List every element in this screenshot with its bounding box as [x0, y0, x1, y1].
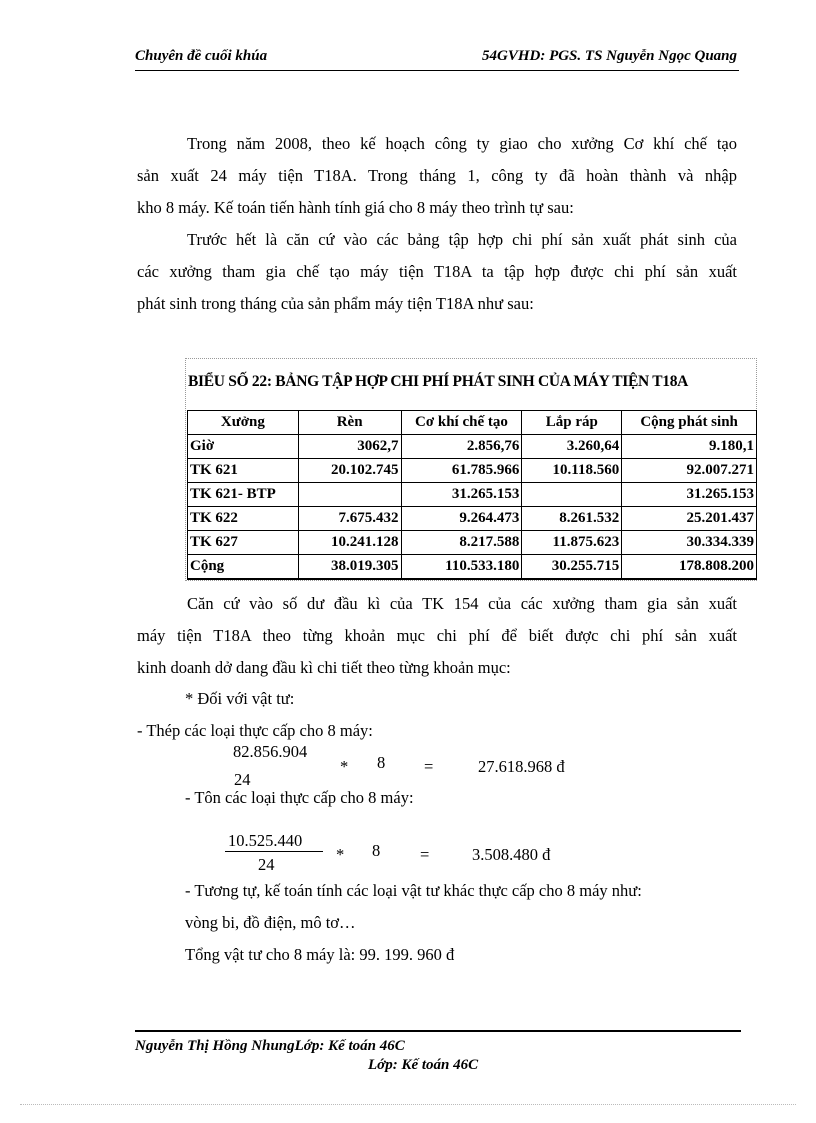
calc1-denominator: 24	[234, 770, 251, 789]
table-cell: 30.255.715	[522, 555, 622, 579]
table-row	[188, 507, 757, 531]
calc2-result: 3.508.480 đ	[472, 845, 551, 864]
opening-balance-section	[137, 588, 737, 684]
table-cell: 31.265.153	[401, 483, 522, 507]
para3-line1: Căn cứ vào số dư đầu kì của TK 154 của các xưởng tham gia sản xuất	[187, 594, 737, 613]
col-header: Rèn	[298, 411, 401, 435]
calc2-multiplier: 8	[372, 841, 381, 860]
table-cell: 31.265.153	[622, 483, 757, 507]
table-cell: 25.201.437	[622, 507, 757, 531]
table-row	[188, 459, 757, 483]
row-label: Cộng	[188, 555, 299, 579]
steel-line: - Thép các loại thực cấp cho 8 máy:	[137, 721, 373, 740]
calc1-numerator: 82.856.904	[233, 742, 308, 761]
calc2-numerator: 10.525.440	[228, 831, 303, 850]
table-cell: 110.533.180	[401, 555, 522, 579]
row-label: Giờ	[188, 435, 299, 459]
row-label: TK 627	[188, 531, 299, 555]
calc1-operator: *	[340, 757, 349, 776]
table-title: BIỂU SỐ 22: BẢNG TẬP HỢP CHI PHÍ PHÁT SINH CỦA MÁY TIỆN T18A	[188, 373, 689, 390]
fraction-bar	[225, 851, 323, 852]
col-header: Lắp ráp	[522, 411, 622, 435]
table-cell: 9.180,1	[622, 435, 757, 459]
header-left: Chuyên đề cuối khúa	[135, 48, 268, 64]
table-cell: 20.102.745	[298, 459, 401, 483]
calc1-result: 27.618.968 đ	[478, 757, 565, 776]
para2-line3: phát sinh trong tháng của sản phẩm máy tiện T18A như sau:	[137, 294, 534, 313]
table-row	[188, 435, 757, 459]
table-cell: 10.241.128	[298, 531, 401, 555]
para2-line2: các xưởng tham gia chế tạo máy tiện T18A ta tập hợp được chi phí sản xuất	[137, 262, 737, 281]
col-header: Cơ khí chế tạo	[401, 411, 522, 435]
sheet-metal-line: - Tôn các loại thực cấp cho 8 máy:	[185, 788, 414, 807]
table-cell: 38.019.305	[298, 555, 401, 579]
row-label: TK 621- BTP	[188, 483, 299, 507]
calc2-equals: =	[420, 845, 430, 864]
table-cell	[522, 483, 622, 507]
cost-table	[187, 410, 757, 580]
total-materials: Tổng vật tư cho 8 máy là: 99. 199. 960 đ	[185, 945, 455, 964]
calc2-denominator: 24	[258, 855, 275, 874]
table-row	[188, 483, 757, 507]
table-cell: 8.261.532	[522, 507, 622, 531]
table-row	[188, 531, 757, 555]
table-cell: 92.007.271	[622, 459, 757, 483]
table-total-row	[188, 555, 757, 579]
table-cell: 30.334.339	[622, 531, 757, 555]
table-cell: 61.785.966	[401, 459, 522, 483]
materials-heading: * Đối với vật tư:	[185, 689, 295, 708]
footer-line1: Nguyễn Thị Hồng NhungLớp: Kế toán 46C	[135, 1038, 405, 1054]
col-header: Cộng phát sinh	[622, 411, 757, 435]
footer-line2: Lớp: Kế toán 46C	[368, 1057, 479, 1073]
table-cell: 11.875.623	[522, 531, 622, 555]
table-cell: 3062,7	[298, 435, 401, 459]
table-cell: 2.856,76	[401, 435, 522, 459]
table-cell: 10.118.560	[522, 459, 622, 483]
row-label: TK 621	[188, 459, 299, 483]
para1-line1: Trong năm 2008, theo kế hoạch công ty giao cho xưởng Cơ khí chế tạo	[187, 134, 737, 153]
table-header-row	[188, 411, 757, 435]
table-cell: 8.217.588	[401, 531, 522, 555]
footer-divider	[135, 1030, 741, 1032]
page-header	[135, 48, 739, 71]
page-bottom-dots	[20, 1104, 796, 1105]
table-cell: 7.675.432	[298, 507, 401, 531]
intro-section	[137, 128, 737, 320]
table-cell	[298, 483, 401, 507]
table-cell: 9.264.473	[401, 507, 522, 531]
para3-line2: máy tiện T18A theo từng khoản mục chi phí để biết được chi phí sản xuất	[137, 626, 737, 645]
para2-line1: Trước hết là căn cứ vào các bảng tập hợp chi phí sản xuất phát sinh của	[187, 230, 737, 249]
calc1-multiplier: 8	[377, 753, 386, 772]
col-header: Xưởng	[188, 411, 299, 435]
table-cell: 3.260,64	[522, 435, 622, 459]
para1-line2: sản xuất 24 máy tiện T18A. Trong tháng 1, công ty đã hoàn thành và nhập	[137, 166, 737, 185]
para3-line3: kinh doanh dở dang đầu kì chi tiết theo từng khoản mục:	[137, 658, 511, 677]
header-right: 54GVHD: PGS. TS Nguyễn Ngọc Quang	[481, 48, 737, 64]
table-cell: 178.808.200	[622, 555, 757, 579]
similar-line1: - Tương tự, kế toán tính các loại vật tư khác thực cấp cho 8 máy như:	[185, 881, 642, 900]
calc1-equals: =	[424, 757, 434, 776]
row-label: TK 622	[188, 507, 299, 531]
para1-line3: kho 8 máy. Kế toán tiến hành tính giá cho 8 máy theo trình tự sau:	[137, 198, 574, 217]
similar-line2: vòng bi, đồ điện, mô tơ…	[185, 913, 356, 932]
calc2-operator: *	[336, 845, 345, 864]
